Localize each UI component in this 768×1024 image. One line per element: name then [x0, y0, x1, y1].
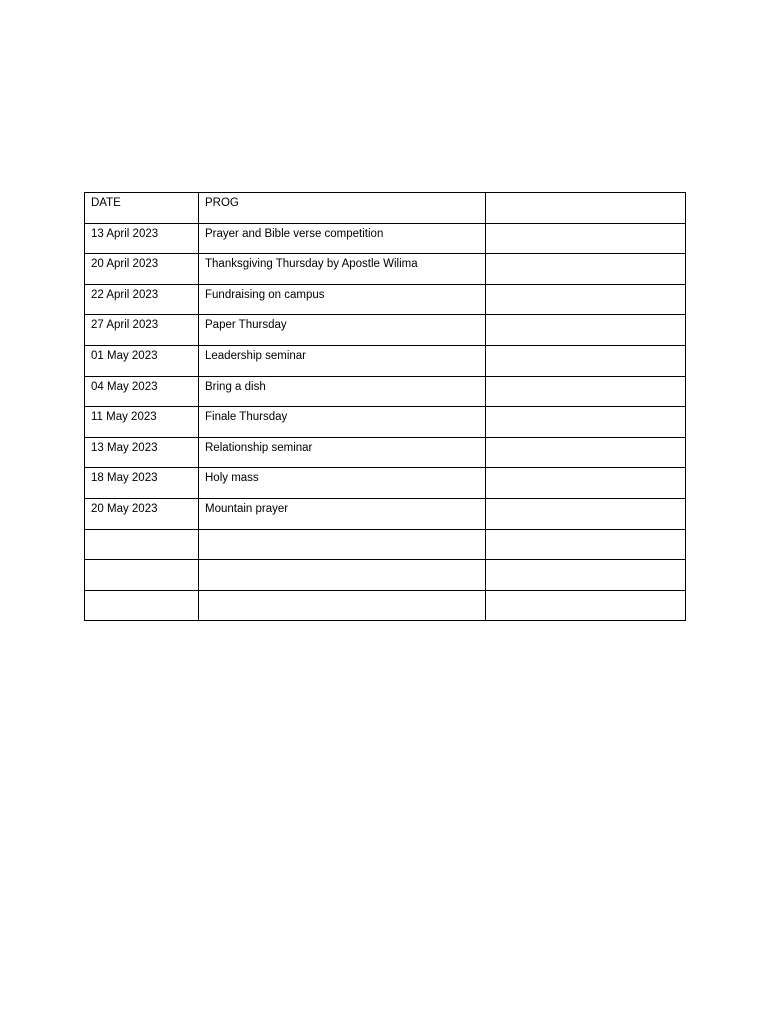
date-cell: 20 May 2023: [85, 498, 199, 529]
prog-cell: Paper Thursday: [199, 315, 486, 346]
prog-cell: Thanksgiving Thursday by Apostle Wilima: [199, 254, 486, 285]
date-cell: 27 April 2023: [85, 315, 199, 346]
date-cell: 20 April 2023: [85, 254, 199, 285]
extra-cell: [486, 376, 686, 407]
date-cell: 11 May 2023: [85, 407, 199, 438]
date-cell: 13 May 2023: [85, 437, 199, 468]
schedule-table: [84, 192, 686, 621]
header-cell-prog: PROG: [199, 193, 486, 224]
table-row: [85, 468, 686, 499]
date-cell: 18 May 2023: [85, 468, 199, 499]
extra-cell: [486, 590, 686, 621]
table-row: [85, 223, 686, 254]
extra-cell: [486, 407, 686, 438]
table-row: [85, 407, 686, 438]
table-row: [85, 284, 686, 315]
date-cell: [85, 560, 199, 591]
table-row-empty: [85, 529, 686, 560]
prog-cell: [199, 529, 486, 560]
date-cell: [85, 590, 199, 621]
date-cell: 22 April 2023: [85, 284, 199, 315]
prog-cell: Holy mass: [199, 468, 486, 499]
table-row: [85, 498, 686, 529]
prog-cell: [199, 560, 486, 591]
prog-cell: Leadership seminar: [199, 345, 486, 376]
extra-cell: [486, 345, 686, 376]
header-cell-date: DATE: [85, 193, 199, 224]
extra-cell: [486, 468, 686, 499]
prog-cell: Finale Thursday: [199, 407, 486, 438]
table-header-row: [85, 193, 686, 224]
prog-cell: [199, 590, 486, 621]
table-row: [85, 315, 686, 346]
prog-cell: Relationship seminar: [199, 437, 486, 468]
extra-cell: [486, 254, 686, 285]
extra-cell: [486, 437, 686, 468]
prog-cell: Prayer and Bible verse competition: [199, 223, 486, 254]
date-cell: 04 May 2023: [85, 376, 199, 407]
table-row: [85, 254, 686, 285]
table-row-empty: [85, 560, 686, 591]
extra-cell: [486, 284, 686, 315]
table-row: [85, 345, 686, 376]
extra-cell: [486, 529, 686, 560]
extra-cell: [486, 315, 686, 346]
header-cell-extra: [486, 193, 686, 224]
date-cell: 01 May 2023: [85, 345, 199, 376]
extra-cell: [486, 223, 686, 254]
prog-cell: Mountain prayer: [199, 498, 486, 529]
table-row: [85, 376, 686, 407]
table-row-empty: [85, 590, 686, 621]
prog-cell: Fundraising on campus: [199, 284, 486, 315]
extra-cell: [486, 498, 686, 529]
date-cell: [85, 529, 199, 560]
prog-cell: Bring a dish: [199, 376, 486, 407]
date-cell: 13 April 2023: [85, 223, 199, 254]
table-row: [85, 437, 686, 468]
extra-cell: [486, 560, 686, 591]
